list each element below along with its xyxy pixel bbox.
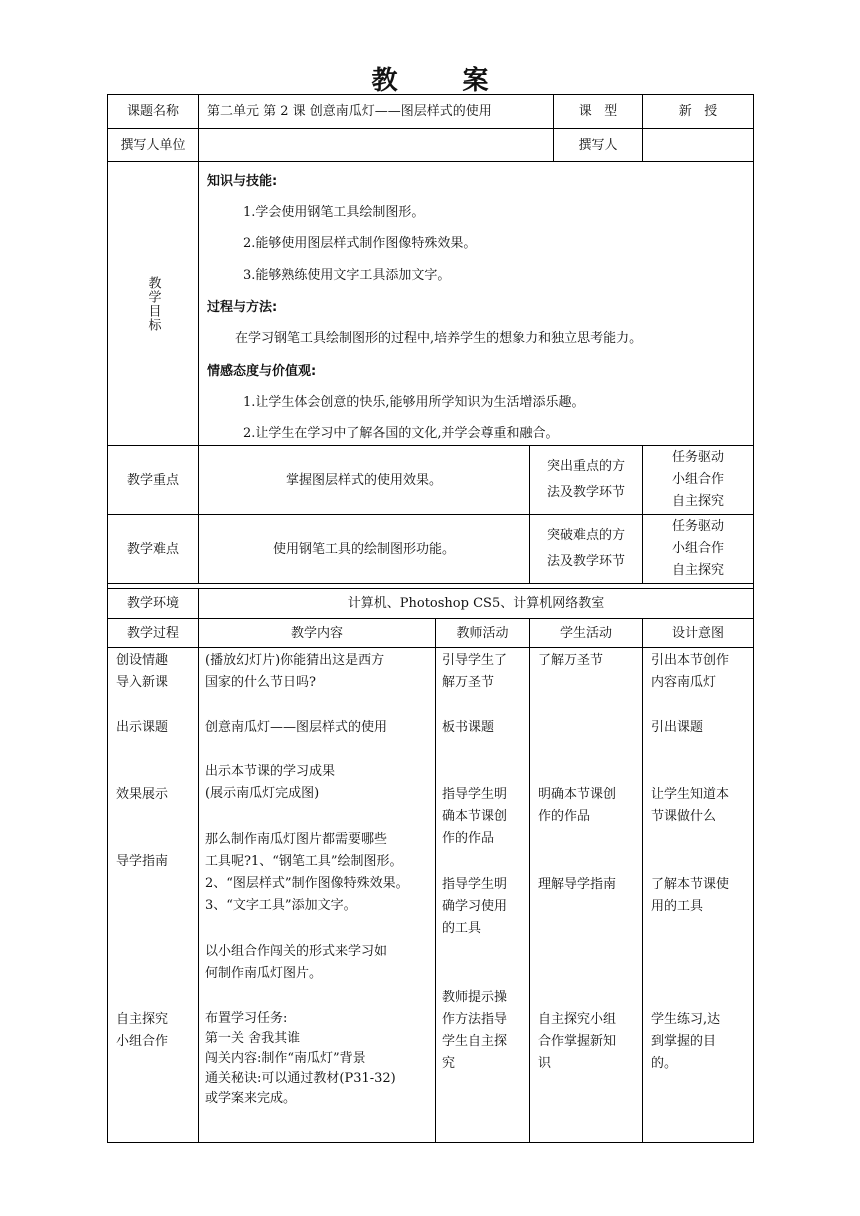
intent-item: 引出本节创作 内容南瓜灯 [651, 653, 730, 690]
topic-label: 课题名称 [107, 94, 199, 129]
process-header-teacher: 教师活动 [435, 618, 530, 648]
process-header-content: 教学内容 [198, 618, 436, 648]
emotion-heading: 情感态度与价值观: [207, 364, 317, 379]
intent-item: 让学生知道本 节课做什么 [651, 787, 730, 824]
stage-item: 创设情趣 导入新课 [116, 653, 169, 690]
stage-item: 出示课题 [116, 720, 169, 735]
method-item: 小组合作 [671, 541, 724, 556]
teacher-item: 板书课题 [442, 720, 495, 735]
type-value: 新 授 [642, 94, 754, 129]
student-item: 自主探究小组 合作掌握新知 识 [538, 1012, 617, 1071]
method-item: 任务驱动 [671, 450, 724, 465]
content-item: 创意南瓜灯——图层样式的使用 [205, 720, 388, 735]
method-item: 任务驱动 [671, 519, 724, 534]
method-item: 自主探究 [671, 494, 724, 509]
goals-content [198, 161, 754, 446]
process-content-column [198, 647, 436, 1143]
intent-item: 了解本节课使 用的工具 [651, 877, 730, 914]
goals-label: 教学目标 [107, 161, 199, 446]
process-heading: 过程与方法: [207, 300, 278, 315]
difficulty-label: 教学难点 [107, 514, 199, 584]
intent-item: 学生练习,达 到掌握的目 的。 [651, 1012, 721, 1071]
process-header-student: 学生活动 [529, 618, 643, 648]
emotion-item: 2.让学生在学习中了解各国的文化,并学会尊重和融合。 [243, 426, 559, 441]
focus-label: 教学重点 [107, 445, 199, 515]
method-item: 小组合作 [671, 472, 724, 487]
teacher-item: 教师提示操 作方法指导 学生自主探 究 [442, 990, 508, 1071]
emotion-item: 1.让学生体会创意的快乐,能够用所学知识为生活增添乐趣。 [243, 395, 585, 410]
method-item: 自主探究 [671, 563, 724, 578]
content-item: 那么制作南瓜灯图片都需要哪些 工具呢?1、“钢笔工具”绘制图形。 2、“图层样式”制作图像特殊效果。 3、“文字工具”添加文字。 [205, 832, 409, 913]
focus-methods [642, 445, 754, 515]
focus-method-label: 突出重点的方 法及教学环节 [529, 445, 643, 515]
process-text: 在学习钢笔工具绘制图形的过程中,培养学生的想象力和独立思考能力。 [235, 331, 643, 346]
process-header-intent: 设计意图 [642, 618, 754, 648]
content-item: (播放幻灯片)你能猜出这是西方 国家的什么节日吗? [205, 653, 385, 690]
environment-value: 计算机、Photoshop CS5、计算机网络教室 [198, 588, 754, 619]
topic-value: 第二单元 第 2 课 创意南瓜灯——图层样式的使用 [198, 94, 554, 129]
process-student-column [529, 647, 643, 1143]
difficulty-methods [642, 514, 754, 584]
content-item: 以小组合作闯关的形式来学习如 何制作南瓜灯图片。 [205, 944, 388, 981]
focus-content: 掌握图层样式的使用效果。 [198, 445, 530, 515]
environment-label: 教学环境 [107, 588, 199, 619]
unit-value [198, 128, 554, 162]
type-label: 课 型 [553, 94, 643, 129]
document-title: 教 案 [371, 66, 517, 96]
knowledge-heading: 知识与技能: [207, 174, 278, 189]
process-stage-column [107, 647, 199, 1143]
teacher-item: 指导学生明 确本节课创 作的作品 [442, 787, 508, 846]
difficulty-content: 使用钢笔工具的绘制图形功能。 [198, 514, 530, 584]
intent-item: 引出课题 [651, 720, 704, 735]
process-teacher-column [435, 647, 530, 1143]
author-value [642, 128, 754, 162]
stage-item: 导学指南 [116, 854, 169, 869]
stage-item: 自主探究 小组合作 [116, 1012, 169, 1049]
student-item: 明确本节课创 作的作品 [538, 787, 617, 824]
knowledge-item: 1.学会使用钢笔工具绘制图形。 [243, 205, 425, 220]
knowledge-item: 2.能够使用图层样式制作图像特殊效果。 [243, 236, 477, 251]
student-item: 理解导学指南 [538, 877, 617, 892]
content-item: 布置学习任务: 第一关 舍我其谁 闯关内容:制作“南瓜灯”背景 通关秘诀:可以通过教材(P31-32) 或学案来完成。 [205, 1011, 396, 1106]
teacher-item: 引导学生了 解万圣节 [442, 653, 508, 690]
content-item: 出示本节课的学习成果 (展示南瓜灯完成图) [205, 764, 336, 801]
difficulty-method-label: 突破难点的方 法及教学环节 [529, 514, 643, 584]
author-label: 撰写人 [553, 128, 643, 162]
process-intent-column [642, 647, 754, 1143]
process-header-stage: 教学过程 [107, 618, 199, 648]
stage-item: 效果展示 [116, 787, 169, 802]
student-item: 了解万圣节 [538, 653, 604, 668]
unit-label: 撰写人单位 [107, 128, 199, 162]
knowledge-item: 3.能够熟练使用文字工具添加文字。 [243, 268, 451, 283]
teacher-item: 指导学生明 确学习使用 的工具 [442, 877, 508, 936]
